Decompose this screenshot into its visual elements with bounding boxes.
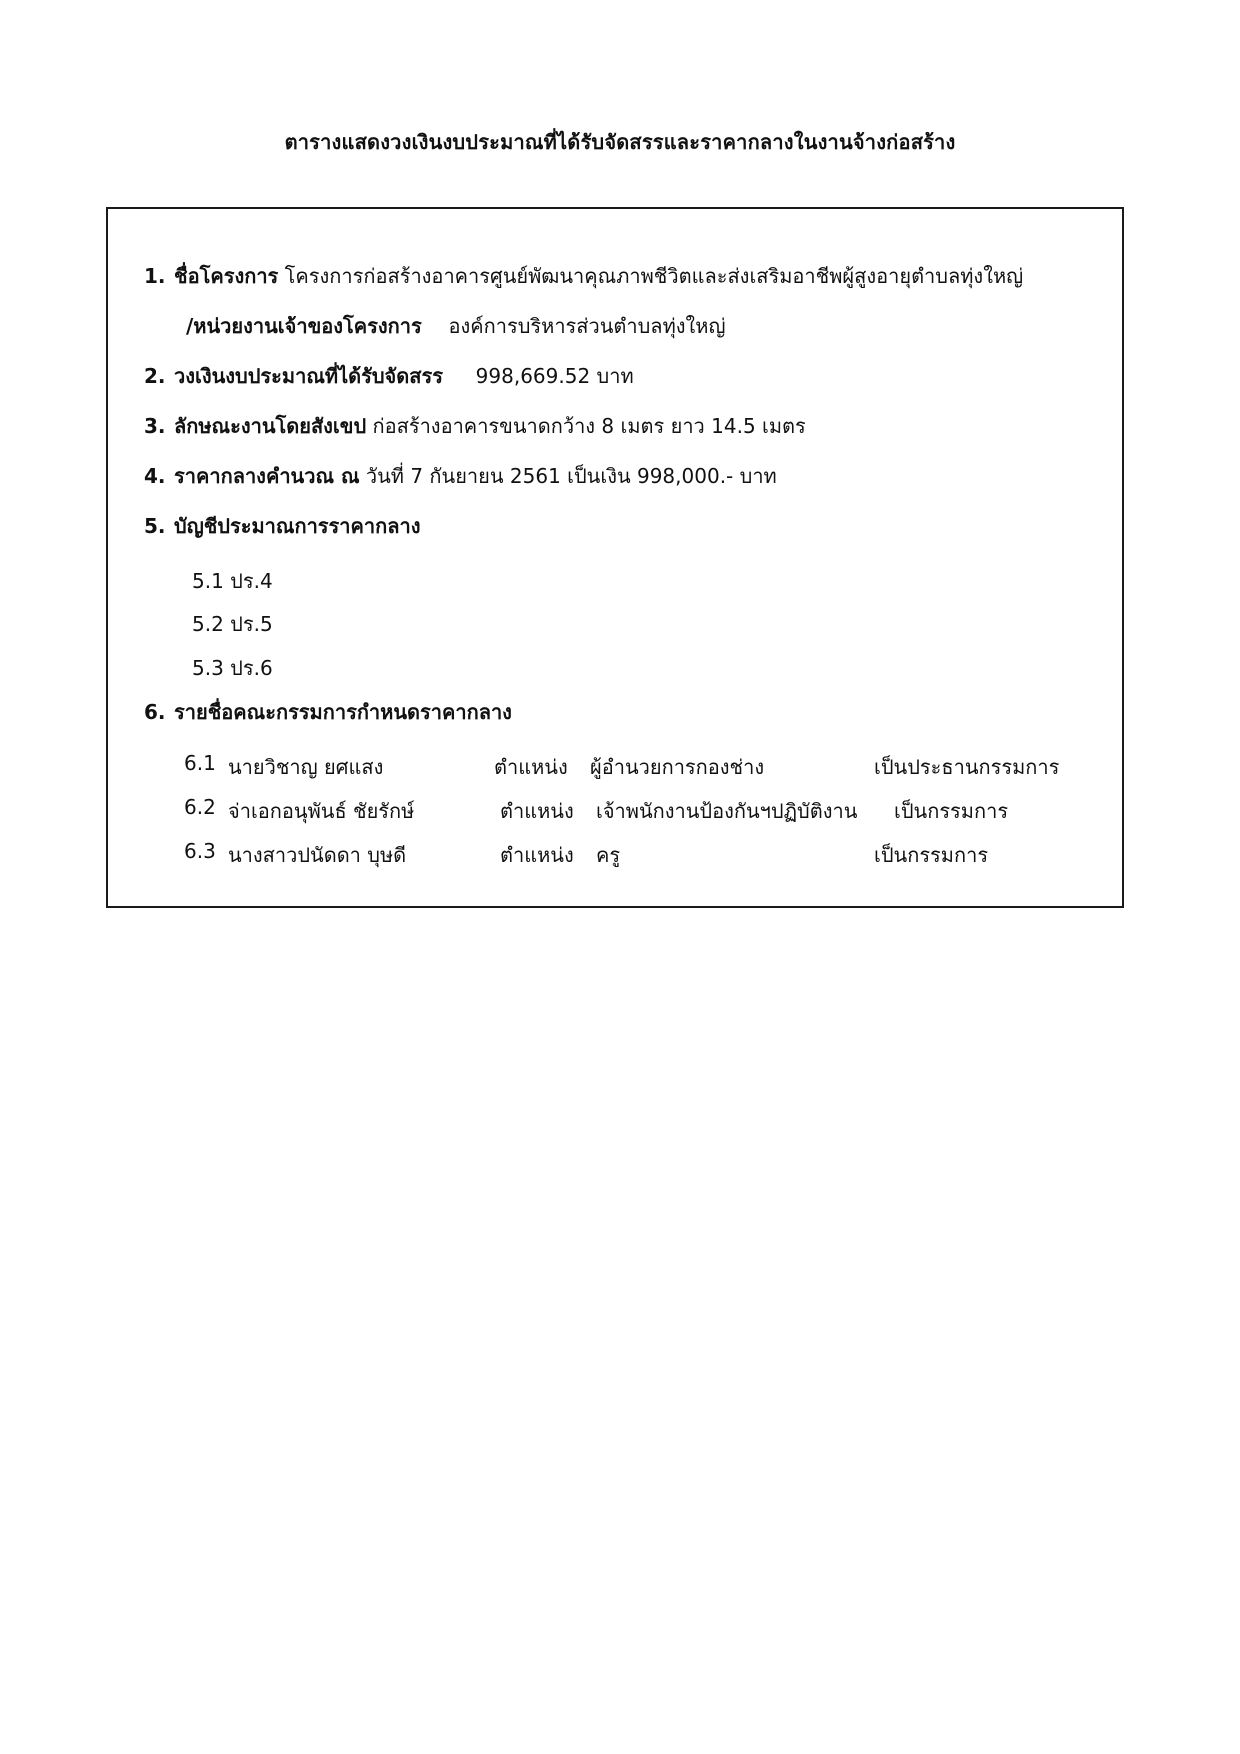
item-label: ราคากลางคำนวณ ณ bbox=[174, 464, 360, 488]
item-label: ชื่อโครงการ bbox=[174, 264, 279, 288]
committee-role: เป็นกรรมการ bbox=[894, 799, 1009, 823]
item-value: วันที่ 7 กันยายน 2561 เป็นเงิน 998,000.- บาท bbox=[365, 464, 777, 488]
committee-position: ผู้อำนวยการกองช่าง bbox=[590, 755, 765, 779]
item-label: รายชื่อคณะกรรมการกำหนดราคากลาง bbox=[174, 700, 512, 724]
committee-name: จ่าเอกอนุพันธ์ ชัยรักษ์ bbox=[228, 799, 415, 823]
committee-position-label: ตำแหน่ง bbox=[500, 843, 574, 867]
committee-number: 6.2 bbox=[184, 795, 216, 819]
committee-number: 6.1 bbox=[184, 751, 216, 775]
item-value: ก่อสร้างอาคารขนาดกว้าง 8 เมตร ยาว 14.5 เมตร bbox=[372, 414, 806, 438]
item-label: วงเงินงบประมาณที่ได้รับจัดสรร bbox=[174, 364, 443, 388]
committee-position: เจ้าพนักงานป้องกันฯปฏิบัติงาน bbox=[596, 799, 858, 823]
item-number: 4. bbox=[144, 464, 166, 488]
item-label: ลักษณะงานโดยสังเขป bbox=[174, 414, 367, 438]
estimate-item: 5.2 ปร.5 bbox=[192, 612, 273, 636]
item-number: 3. bbox=[144, 414, 166, 438]
item-number: 5. bbox=[144, 514, 166, 538]
item-label: /หน่วยงานเจ้าของโครงการ bbox=[186, 314, 422, 338]
committee-number: 6.3 bbox=[184, 839, 216, 863]
item-value: 998,669.52 บาท bbox=[475, 364, 634, 388]
committee-position-label: ตำแหน่ง bbox=[494, 755, 568, 779]
document-title: ตารางแสดงวงเงินงบประมาณที่ได้รับจัดสรรและราคากลางในงานจ้างก่อสร้าง bbox=[284, 130, 956, 154]
committee-position: ครู bbox=[596, 843, 621, 867]
estimate-item: 5.1 ปร.4 bbox=[192, 569, 273, 593]
item-value: องค์การบริหารส่วนตำบลทุ่งใหญ่ bbox=[448, 314, 726, 338]
committee-row bbox=[108, 839, 1126, 867]
item-value: โครงการก่อสร้างอาคารศูนย์พัฒนาคุณภาพชีวิตและส่งเสริมอาชีพผู้สูงอายุตำบลทุ่งใหญ่ bbox=[284, 264, 1024, 288]
committee-position-label: ตำแหน่ง bbox=[500, 799, 574, 823]
committee-name: นายวิชาญ ยศแสง bbox=[228, 755, 384, 779]
content-box bbox=[106, 207, 1124, 908]
committee-role: เป็นกรรมการ bbox=[874, 843, 989, 867]
item-number: 1. bbox=[144, 264, 166, 288]
committee-row bbox=[108, 795, 1126, 823]
committee-row bbox=[108, 751, 1126, 779]
estimate-item: 5.3 ปร.6 bbox=[192, 656, 273, 680]
committee-role: เป็นประธานกรรมการ bbox=[874, 755, 1060, 779]
committee-name: นางสาวปนัดดา บุษดี bbox=[228, 843, 407, 867]
item-number: 6. bbox=[144, 700, 166, 724]
item-label: บัญชีประมาณการราคากลาง bbox=[174, 514, 421, 538]
item-number: 2. bbox=[144, 364, 166, 388]
